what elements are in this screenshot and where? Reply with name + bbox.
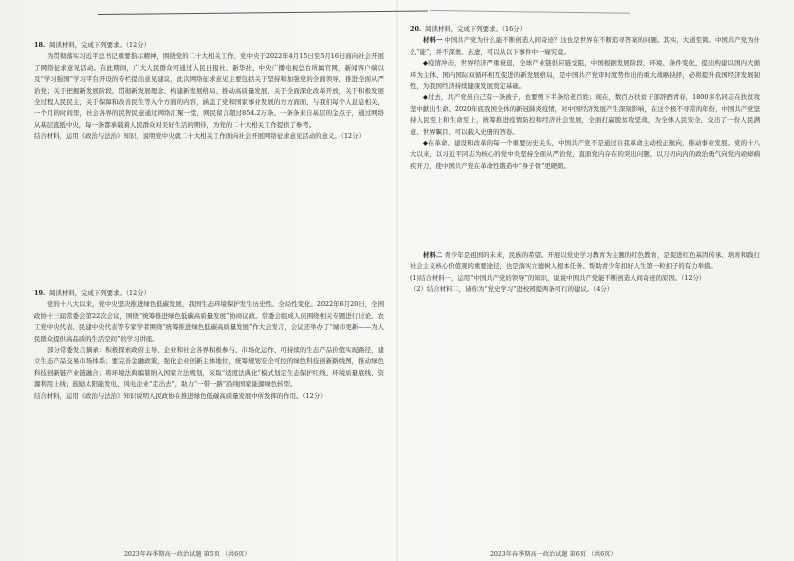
material-paragraph: 部分常委发言摘录：积极探索政府主导、企业和社会各界积极参与、市场化运作、可持续的生态产品价值实现路径，建立生态产品交易市场体系；要完善金融政策，强化企业创新主体地位，统筹规划安全可控的绿色科技创新路线图，推动绿色科技创新链产业链融合；将环境法典编纂纳入国家立法规划，采取“适度法典化”模式划定生态保护红线、环境质量底线、资源利用上线；鼓励太阳能发电、风电企业“走出去”，助力“一带一路”沿线国家能源绿色转型。 [34, 346, 384, 389]
question-20 [410, 24, 760, 172]
page-footer: 2023年春季期高一政治试题 第5页 （共6页） [124, 551, 251, 558]
material-label: 材料二 [423, 251, 443, 259]
material-bullet: ◆过去，共产党员自己有一条被子，也要剪下半条给老百姓；现在，数百万扶贫干部辞酒青春，1800多名同志在扶贫攻坚中献出生命。2020年底我国全体的新冠肺炎疫情，对中国经济发展产生深刻影响，在这个极不寻常的年份，中国共产党坚持人民至上和生命至上，统筹推进疫情防控和经济社会发展，全面打赢脱贫攻坚战，为全体人民安全，交出了一份人民满意、世界瞩目、可以载入史册的答卷。 [410, 93, 760, 136]
question-prompt: 阅读材料，完成下列要求。（16分） [425, 25, 526, 33]
question-prompt: 阅读材料，完成下列要求。（12分） [49, 289, 150, 297]
question-20-material-2 [410, 250, 760, 296]
material-text: 青少年是祖国的未来，民族的希望。开展以党史学习教育为主题的红色教育，是促进红色基因传承、培育和践行社会主义核心价值观的重要途径，也是落实立德树人根本任务、帮助青少年扣好人生第一粒扣子的有力举措。 [410, 251, 760, 271]
material-intro: 中国共产党为什么能不断创造人间奇迹？这也是世界在不断追寻答案的问题。其实，大道至简。中国共产党为什么“能”，并不深奥、玄虚，可以从以下事件中一窥究竟。 [410, 36, 760, 56]
material-bullet: ◆在革命、建设和改革的每一个重要历史关头，中国共产党不是通过自我革命主动校正航向，推动事业发展。党的十八大以来，以习近平同志为核心的党中央坚持全面从严治党，直面党内存在的突出问题，以刀刃向内的政治勇气向党内顽瘴痼疾开刀，使中国共产党在革命性锻造中“身子骨”更硬朗。 [410, 139, 760, 170]
material-paragraph: 党的十八大以来，党中央坚决推进绿色低碳发展，我国生态环境保护发生历史性、全局性变化。2022年6月20日，全国政协十三届常委会第22次会议，围绕“统筹推进绿色低碳高质量发展”协商议政。常委会组成人员围绕相关专题进行讨论。农工党中央代表、民建中央代表等专家学者围绕“统筹推进绿色低碳高质量发展”作大会发言，会议还举办了“城市更新——为人民群众提供高品质的生活空间”的学习讲座。 [34, 300, 384, 343]
question-task: （2）结合材料二，请你为“党史学习”进校园提两条可行的建议。（4分） [410, 285, 614, 294]
material-paragraph: 为贯彻落实习近平总书记重要指示精神，围绕党的二十大相关工作，党中央于2022年4月15日至5月16日面向社会开展了网络征求意见活动。在此期间，广大人民群众可通过人民日报社、新华社、中央广播电视总台所属官网，新闻客户端以及“学习强国”学习平台开设的专栏提出意见建议，此次网络征求意见主要包括关于坚持和加强党的全面领导，推进全面从严治党；关于把握新发展阶段、贯彻新发展理念、构建新发展格局、推动高质量发展，关于全面深化改革开放，关于积极发展全过程人民民主，关于保障和改善民生等入个方面的内容，涵盖了党和国家事业发展的方方面面，与我们每个人息息相关，一个月的时间里，社会各界的民智民意通过网络汇聚一堂，网民留言超过854.2万条。一条条来自基层的金点子，通过网络从基层直抵中央，每一条都承载着人民群众对美好生活的期待，为党的二十大相关工作提供了参考。 [34, 52, 384, 129]
question-19 [34, 288, 384, 402]
material-bullet: ◆疫情冲击，世界经济严重衰退，全球产业链供应链受阻，中国根据发展阶段、环境、条件变化，提出构建以国内大循环为主体、国内国际双循环相互促进的新发展格局，是中国共产党审时度势作出的重大战略抉择，必将提升我国经济发展韧性，为我国经济持续健康发展奠定基础。 [410, 59, 760, 91]
page-fold [396, 0, 398, 561]
question-number: 19. [34, 289, 46, 297]
question-18 [34, 40, 384, 143]
question-task: (1)结合材料一，运用“中国共产党的领导”的知识，说说中国共产党能不断创造人间奇迹的原因。（12分） [410, 273, 706, 282]
material-label: 材料一 [423, 36, 443, 45]
question-task: 结合材料，运用《政治与法治》知识，说明党中央就二十大相关工作面向社会开展网络征求意见活动的意义。（12分） [34, 132, 365, 141]
question-number: 18. [34, 41, 46, 49]
question-task: 结合材料，运用《政治与法治》知识说明人民政协在推进绿色低碳高质量发展中所发挥的作用。（12分） [34, 391, 327, 400]
page-footer: 2023年春季期高一政治试题 第6页 （共6页） [490, 551, 617, 558]
question-number: 20. [410, 25, 422, 33]
question-prompt: 阅读材料，完成下列要求。（12分） [49, 41, 150, 49]
